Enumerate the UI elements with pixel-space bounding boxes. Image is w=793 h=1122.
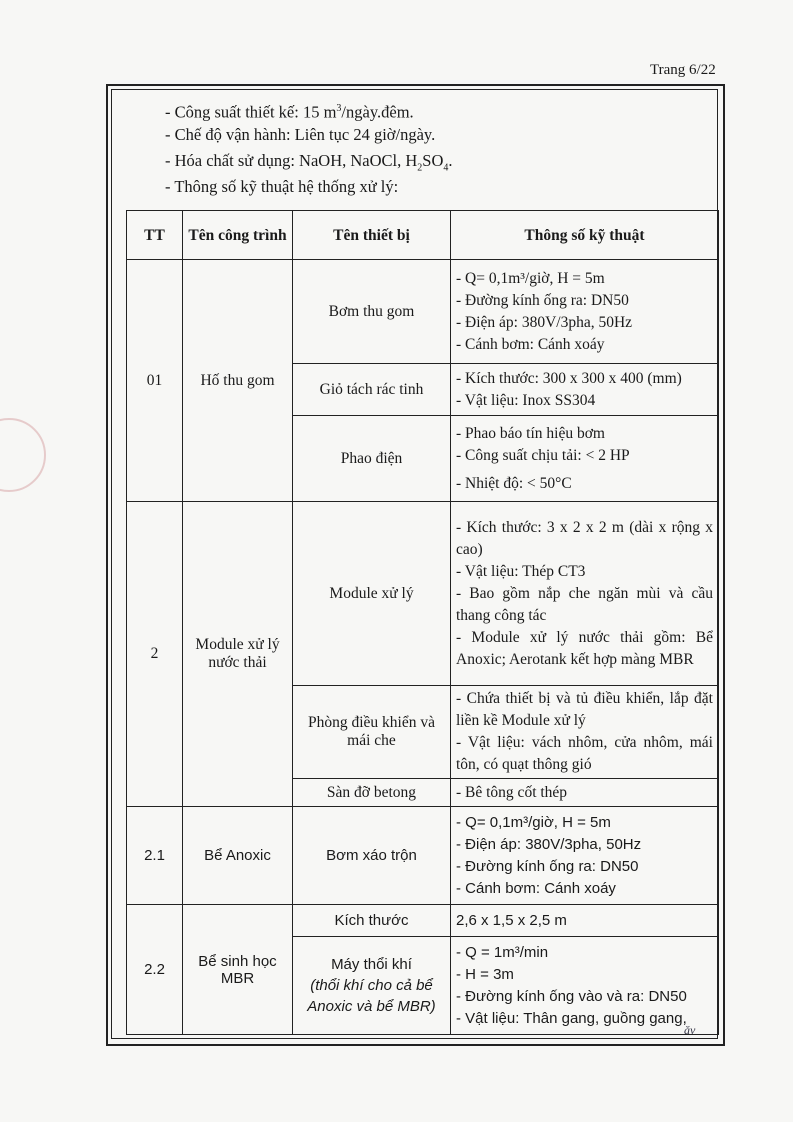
row-structure: Hố thu gom (183, 260, 293, 502)
table-row (127, 905, 719, 937)
page-number: Trang 6/22 (650, 62, 716, 78)
row-spec: - Q= 0,1m³/giờ, H = 5m - Điện áp: 380V/3pha, 50Hz - Đường kính ống ra: DN50 - Cánh bơm: Cánh xoáy (451, 807, 719, 905)
row-spec: - Kích thước: 300 x 300 x 400 (mm) - Vật liệu: Inox SS304 (451, 364, 719, 416)
row-device: Bơm thu gom (293, 260, 451, 364)
device-name: Máy thổi khí (331, 956, 412, 973)
row-spec: - Phao báo tín hiệu bơm - Công suất chịu tải: < 2 HP - Nhiệt độ: < 50°C (451, 416, 719, 502)
header-structure: Tên công trình (183, 211, 293, 260)
table-row (127, 260, 719, 364)
initial-mark: ăv (684, 1023, 696, 1037)
bullet-spec-intro: - Thông số kỹ thuật hệ thống xử lý: (165, 177, 399, 196)
row-device: Sàn đỡ betong (293, 779, 451, 807)
bullet-list (165, 96, 453, 200)
spec-table (126, 210, 719, 1035)
row-structure: Bể Anoxic (183, 807, 293, 905)
row-spec: - Chứa thiết bị và tủ điều khiển, lắp đặt liền kề Module xử lý - Vật liệu: vách nhôm, cửa nhôm, mái tôn, có quạt thông gió (451, 686, 719, 779)
header-device: Tên thiết bị (293, 211, 451, 260)
header-spec: Thông số kỹ thuật (451, 211, 719, 260)
bullet-chemicals: - Hóa chất sử dụng: NaOH, NaOCl, $H_2SO_4$. (165, 151, 453, 174)
header-tt: TT (127, 211, 183, 260)
row-device: Module xử lý (293, 502, 451, 686)
row-device: Phòng điều khiển và mái che (293, 686, 451, 779)
row-device: Kích thước (293, 905, 451, 937)
row-structure: Module xử lý nước thải (183, 502, 293, 807)
row-structure: Bể sinh học MBR (183, 905, 293, 1035)
table-header-row (127, 211, 719, 260)
row-device (293, 937, 451, 1035)
table-row (127, 807, 719, 905)
stamp-seal-fragment (0, 418, 46, 492)
bullet-capacity: - Công suất thiết kế: 15 $m^3/ngày.đêm$. (165, 102, 414, 122)
bullet-operation-mode: - Chế độ vận hành: Liên tục 24 giờ/ngày. (165, 125, 436, 144)
row-device: Bơm xáo trộn (293, 807, 451, 905)
row-spec: 2,6 x 1,5 x 2,5 m (451, 905, 719, 937)
row-spec: - Kích thước: 3 x 2 x 2 m (dài x rộng x cao) - Vật liệu: Thép CT3 - Bao gồm nắp che ngăn mùi và cầu thang công tác - Module xử lý nước thải gồm: Bể Anoxic; Aerotank kết hợp màng MBR (451, 502, 719, 686)
row-spec: - Bê tông cốt thép (451, 779, 719, 807)
row-tt: 2.2 (127, 905, 183, 1035)
row-device: Giỏ tách rác tinh (293, 364, 451, 416)
row-spec: - Q = 1m³/min - H = 3m - Đường kính ống vào và ra: DN50 - Vật liệu: Thân gang, guồng gang, (451, 937, 719, 1035)
row-tt: 2 (127, 502, 183, 807)
row-device: Phao điện (293, 416, 451, 502)
row-tt: 2.1 (127, 807, 183, 905)
device-note: (thổi khí cho cả bể Anoxic và bể MBR) (307, 977, 436, 1015)
row-spec: - Q= 0,1m³/giờ, H = 5m - Đường kính ống ra: DN50 - Điện áp: 380V/3pha, 50Hz - Cánh bơm: Cánh xoáy (451, 260, 719, 364)
row-tt: 01 (127, 260, 183, 502)
table-row (127, 502, 719, 686)
